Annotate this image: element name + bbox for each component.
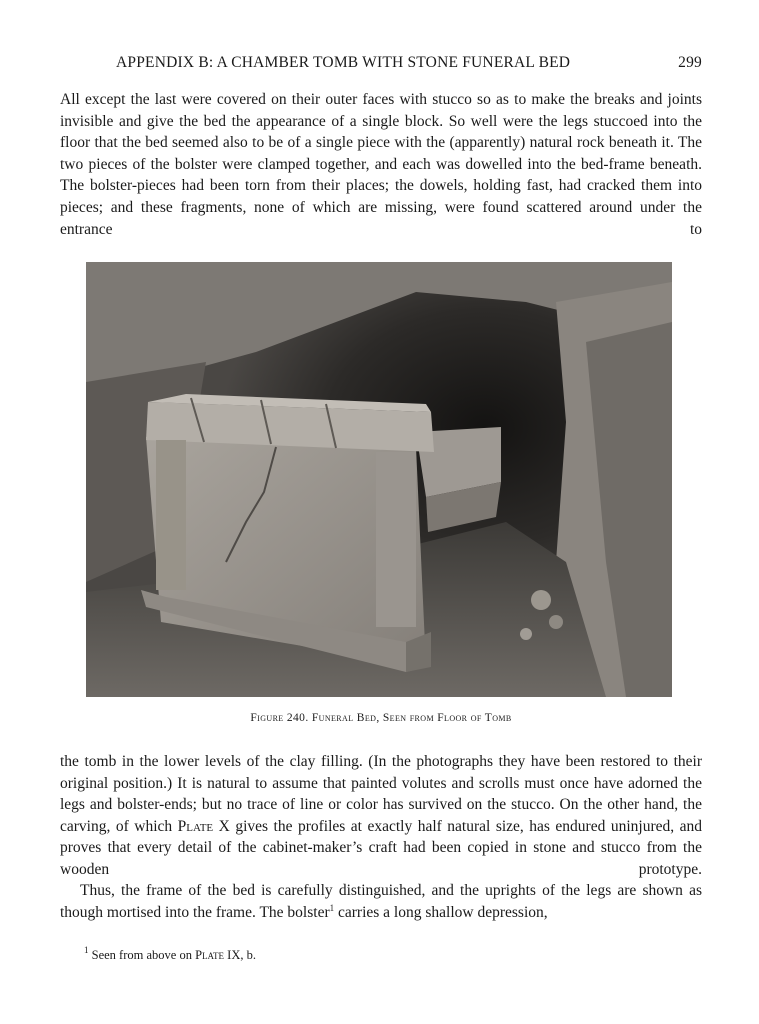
paragraph-2 xyxy=(60,751,702,881)
footnote-text: Seen from above on xyxy=(91,948,196,962)
footnote-marker: 1 xyxy=(329,902,335,913)
plate-reference: Plate xyxy=(177,817,214,835)
paragraph-3-text-end: carries a long shallow depression, xyxy=(334,903,548,921)
paragraph-1: All except the last were covered on their outer faces with stucco so as to make the breaks and joints invisible and give the bed the appearance of a single block. So well were the legs stuccoed into the floor that the bed seemed also to be of a single piece with the (apparently) natural rock beneath it. The two pieces of the bolster were clamped together, and each was dowelled into the bed-frame beneath. The bolster-pieces had been torn from their places; the dowels, holding fast, had cracked them into pieces; and these fragments, none of which are missing, were found scattered around under the entrance to xyxy=(60,91,702,238)
footnote-plate-reference: Plate xyxy=(195,948,225,962)
funeral-bed-photo xyxy=(86,262,672,697)
page-number: 299 xyxy=(678,54,702,71)
footnote xyxy=(84,945,256,963)
footnote-text-end: IX, b. xyxy=(224,948,256,962)
running-title: APPENDIX B: A CHAMBER TOMB WITH STONE FUNERAL BED xyxy=(116,54,571,71)
paragraph-2-text-end: X gives the profiles at exactly half natural size, has endured uninjured, and proves that every detail of the cabinet-maker’s craft had been copied in stone and stucco from the wooden prototype. xyxy=(60,817,702,878)
paragraph-3 xyxy=(60,880,702,923)
figure-photo xyxy=(86,262,672,697)
footnote-mark: 1 xyxy=(84,945,89,955)
paragraph-3-text: Thus, the frame of the bed is carefully distinguished, and the uprights of the legs are shown as though mortised into the frame. The bolster xyxy=(60,882,702,921)
figure-caption: Figure 240. Funeral Bed, Seen from Floor of Tomb xyxy=(250,712,512,724)
paragraph-2-text: the tomb in the lower levels of the clay filling. (In the photographs they have been restored to their original position.) It is natural to assume that painted volutes and scrolls must once have adorned the legs and bolster-ends; but no trace of line or color has survived on the stucco. On the other hand, the carving, of which xyxy=(60,753,702,835)
running-header xyxy=(60,54,702,76)
